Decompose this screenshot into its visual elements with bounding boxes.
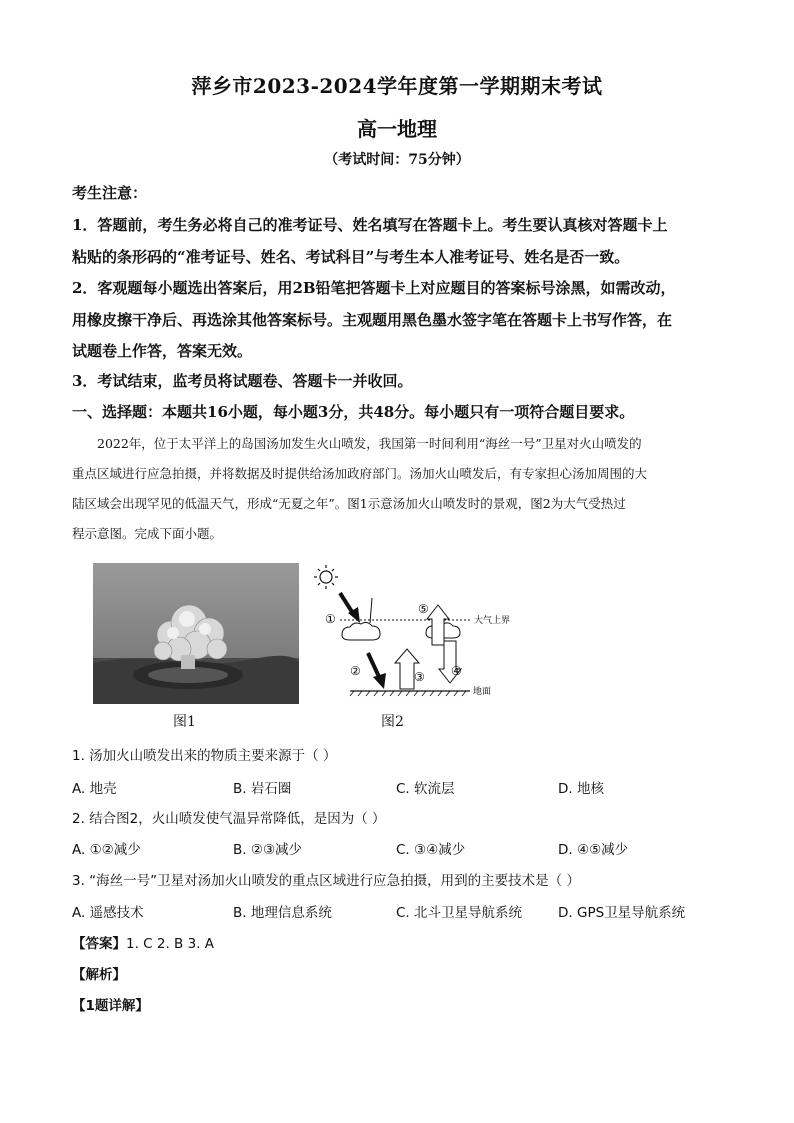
- top-boundary-label: 大气上界: [474, 616, 511, 626]
- analysis-label: [72, 963, 126, 983]
- notice-item-2-line-3: 试题卷上作答，答案无效。: [72, 342, 253, 360]
- q1-option-a[interactable]: A. 地壳: [72, 781, 117, 797]
- ground-label: 地面: [473, 687, 492, 697]
- q3-option-d[interactable]: D. GPS卫星导航系统: [558, 905, 686, 921]
- notice-item-1-line-2: 粘贴的条形码的“准考证号、姓名、考试科目”与考生本人准考证号、姓名是否一致。: [72, 247, 630, 266]
- notice-item-1-line-1: 1．答题前，考生务必将自己的准考证号、姓名填写在答题卡上。考生要认真核对答题卡上: [72, 216, 668, 234]
- q3-option-c[interactable]: C. 北斗卫星导航系统: [396, 905, 523, 921]
- label-1: ①: [325, 612, 336, 626]
- notice-item-1: [72, 210, 724, 273]
- answer-text: 1. C 2. B 3. A: [126, 936, 215, 952]
- label-2: ②: [350, 664, 361, 678]
- notice-item-2-line-1: 2．客观题每小题选出答案后，用2B铅笔把答题卡上对应题目的答案标号涂黑，如需改动，: [72, 279, 676, 297]
- subject-title: 高一地理: [357, 117, 437, 141]
- notice-item-2: [72, 273, 724, 368]
- answer-line: [72, 932, 214, 952]
- q1-option-b[interactable]: B. 岩石圈: [233, 781, 292, 797]
- fig2-caption: 图2: [381, 714, 404, 730]
- notice-item-2-line-2: 用橡皮擦干净后、再选涂其他答案标号。主观题用黑色墨水签字笔在答题卡上书写作答，在: [72, 310, 673, 329]
- q2-option-c[interactable]: C. ③④减少: [396, 842, 466, 858]
- q1-detail-label: [72, 994, 149, 1014]
- intro-line-3: 陆区域会出现罕见的低温天气，形成“无夏之年”。图1示意汤加火山喷发时的景观，图2为大气受热过: [72, 496, 626, 511]
- label-5: ⑤: [418, 602, 429, 616]
- q2-option-b[interactable]: B. ②③减少: [233, 842, 303, 858]
- sun-icon: [314, 565, 338, 589]
- q3-option-a[interactable]: A. 遥感技术: [72, 905, 144, 921]
- q2-option-a[interactable]: A. ①②减少: [72, 842, 141, 858]
- label-3: ③: [414, 670, 425, 684]
- intro-line-4: 程示意图。完成下面小题。: [72, 526, 223, 541]
- question-2-stem: 2. 结合图2，火山喷发使气温异常降低，是因为（ ）: [72, 811, 386, 827]
- fig1-caption: 图1: [173, 714, 196, 730]
- notice-heading: 考生注意：: [72, 184, 148, 202]
- q1-option-d[interactable]: D. 地核: [558, 781, 604, 797]
- q1-detail-label-text: 【1题详解】: [72, 998, 149, 1014]
- q3-option-b[interactable]: B. 地理信息系统: [233, 905, 332, 921]
- notice-item-3: 3．考试结束，监考员将试题卷、答题卡一并收回。: [72, 372, 413, 390]
- intro-line-2: 重点区域进行应急拍摄，并将数据及时提供给汤加政府部门。汤加火山喷发后，有专家担心汤加周围的大: [72, 466, 648, 481]
- time-note: （考试时间：75分钟）: [324, 152, 470, 168]
- q1-option-c[interactable]: C. 软流层: [396, 781, 455, 797]
- analysis-label-text: 【解析】: [72, 967, 126, 983]
- intro-line-1: 2022年，位于太平洋上的岛国汤加发生火山喷发，我国第一时间利用“海丝一号”卫星对火山喷发的: [97, 436, 642, 451]
- atmosphere-heating-diagram: [310, 563, 535, 704]
- exam-title: 萍乡市2023-2024学年度第一学期期末考试: [191, 74, 603, 98]
- q2-option-d[interactable]: D. ④⑤减少: [558, 842, 629, 858]
- intro-passage: [72, 429, 724, 549]
- answer-label: 【答案】: [72, 936, 126, 952]
- section-heading: 一、选择题：本题共16小题，每小题3分，共48分。每小题只有一项符合题目要求。: [72, 403, 635, 421]
- question-3-stem: 3. “海丝一号”卫星对汤加火山喷发的重点区域进行应急拍摄，用到的主要技术是（ ）: [72, 873, 580, 889]
- volcano-eruption-photo: [93, 563, 299, 704]
- question-1-stem: 1. 汤加火山喷发出来的物质主要来源于（ ）: [72, 748, 337, 764]
- label-4: ④: [451, 664, 462, 678]
